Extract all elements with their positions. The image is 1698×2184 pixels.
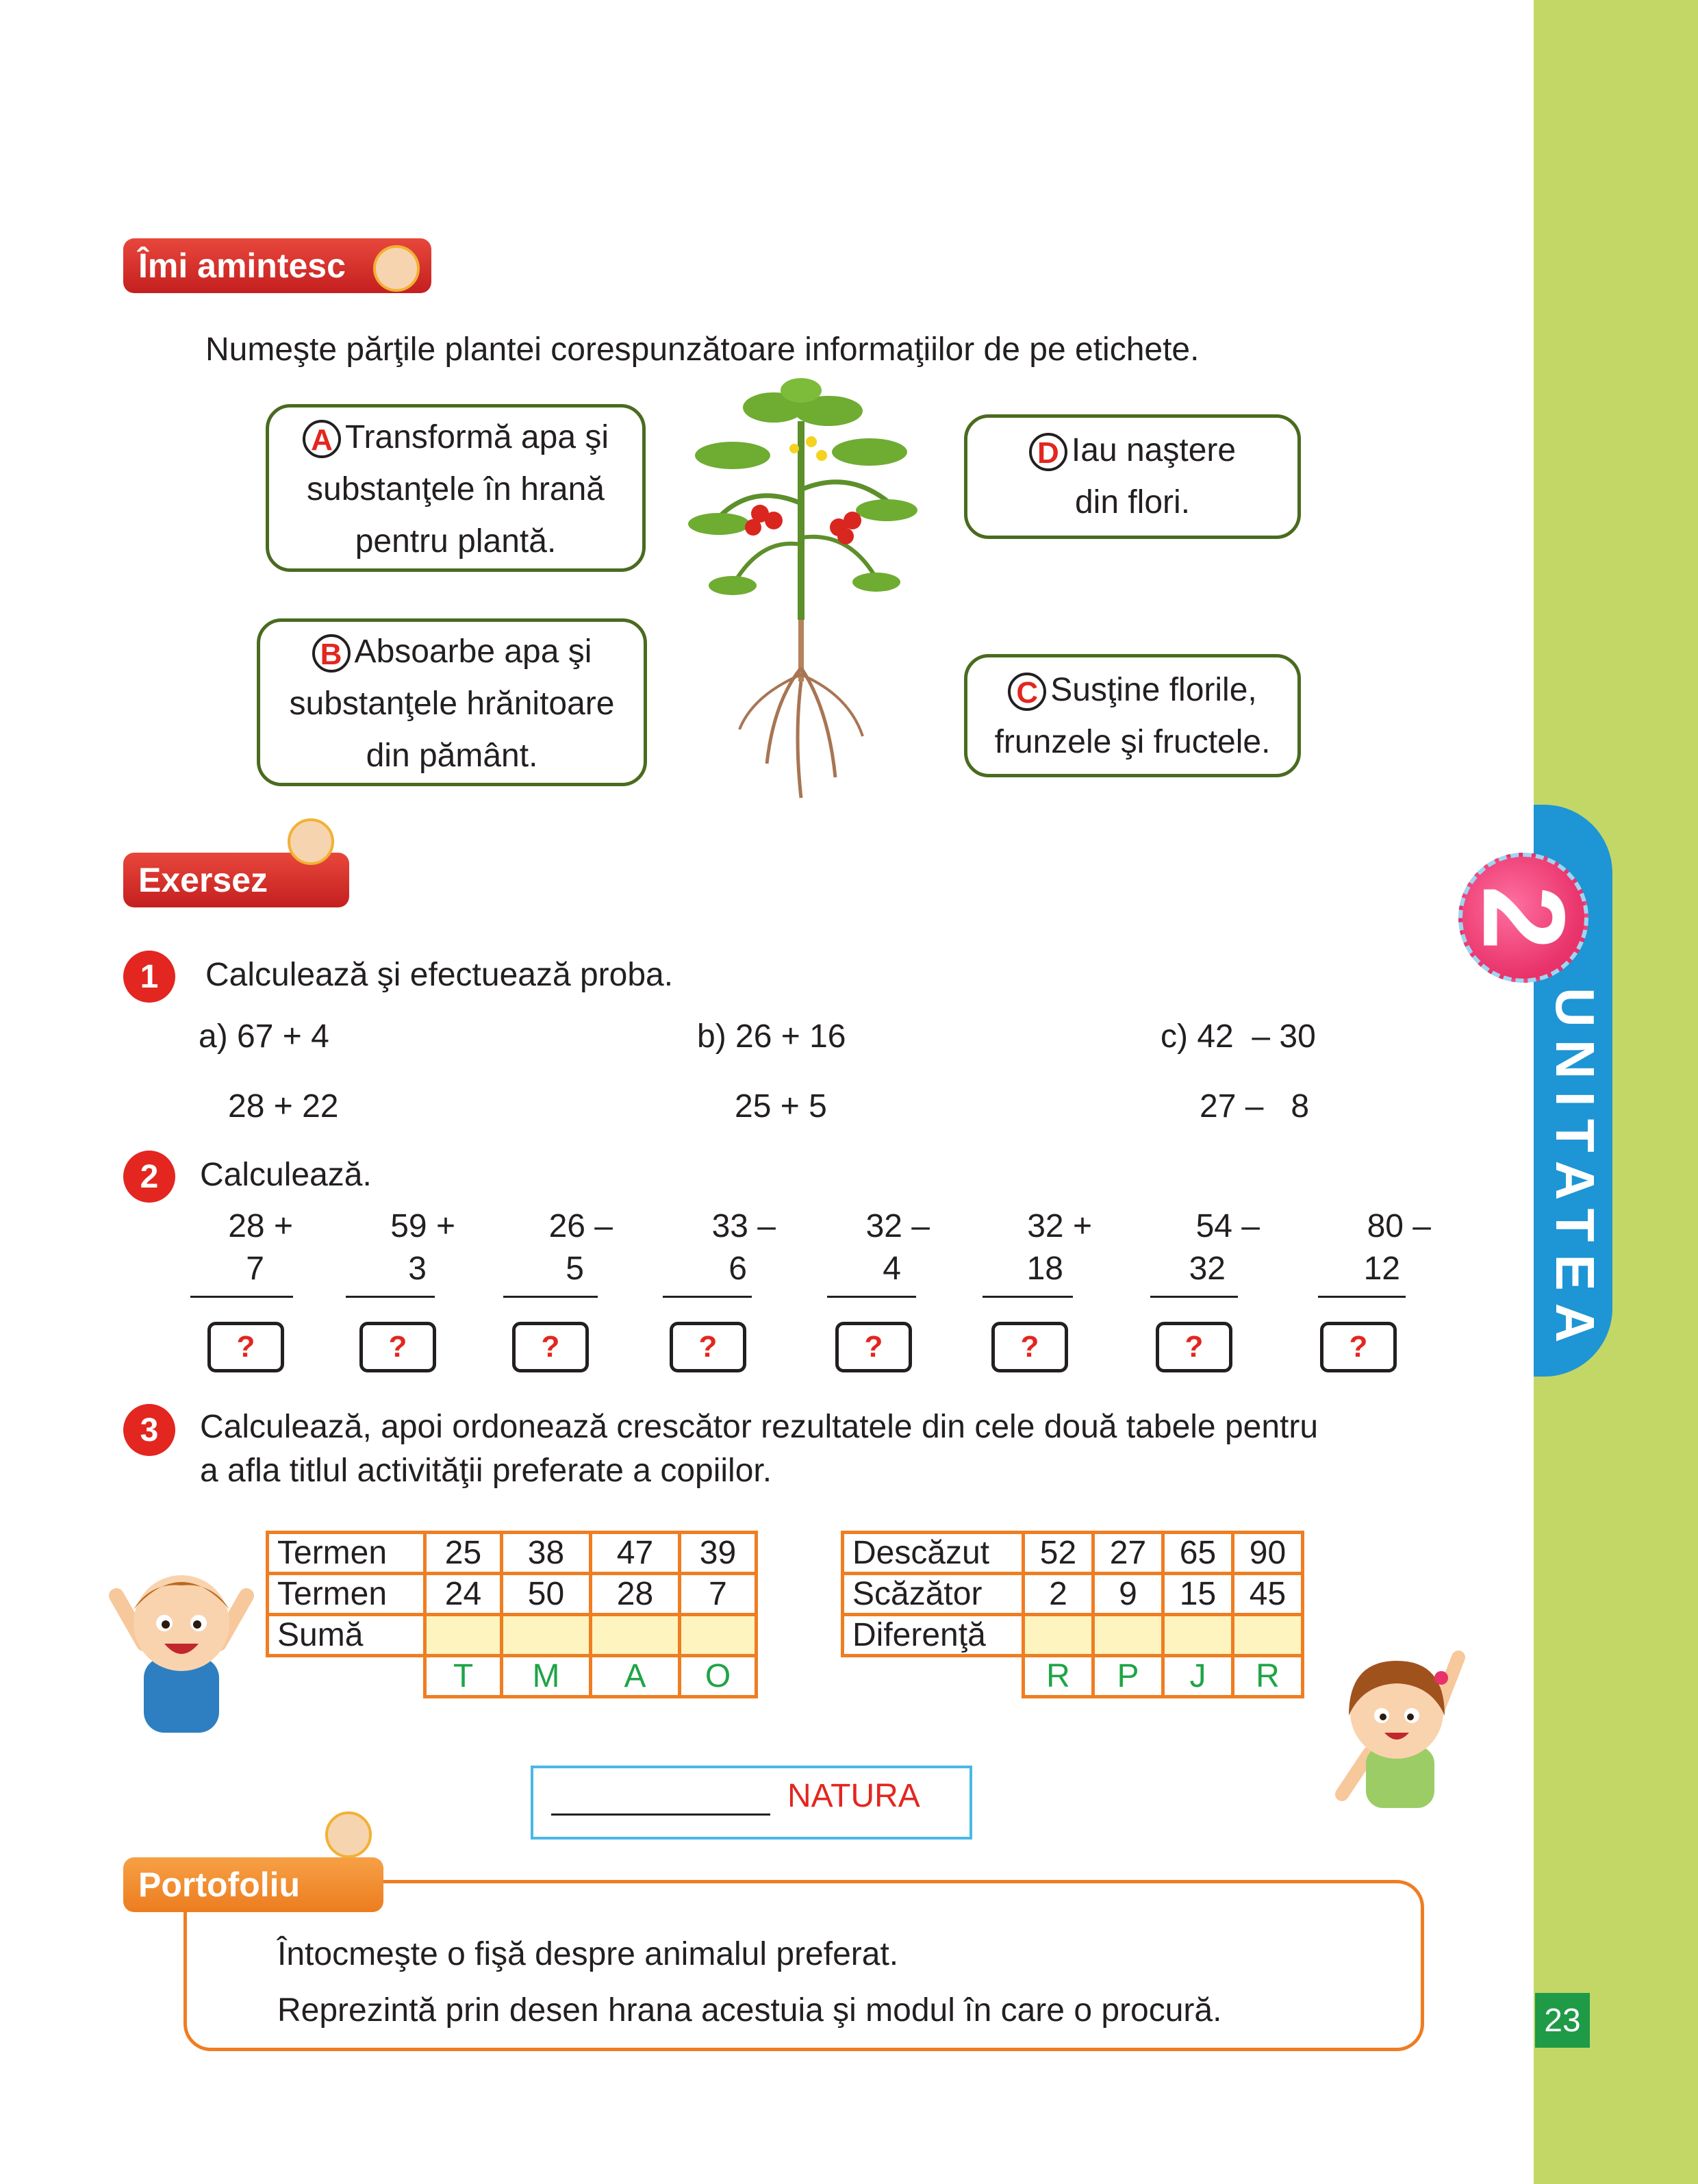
- table-row: [268, 1574, 757, 1615]
- exercise-2-number: 2: [123, 1151, 175, 1203]
- ex2-column-4: [663, 1205, 776, 1298]
- letter-cell: A: [591, 1656, 680, 1697]
- letter-cell: P: [1093, 1656, 1163, 1697]
- difference-table: [841, 1531, 1304, 1698]
- exercise-2-title: Calculează.: [200, 1157, 372, 1193]
- ex2-col-bottom: 32: [1189, 1251, 1226, 1287]
- table-cell: 24: [425, 1574, 502, 1615]
- row-label: Sumă: [268, 1615, 425, 1656]
- table-row: [843, 1656, 1303, 1697]
- row-label: Diferenţă: [843, 1615, 1024, 1656]
- ex2-col-bottom: 3: [408, 1251, 427, 1287]
- table-cell: 7: [680, 1574, 757, 1615]
- difference-input-cell[interactable]: [1093, 1615, 1163, 1656]
- ex2-col-line: [983, 1296, 1073, 1298]
- ex2-col-line: [190, 1296, 293, 1298]
- ex1-item-b2: 25 + 5: [735, 1088, 827, 1125]
- table-row: [843, 1533, 1303, 1574]
- ex1-item-c2: 27 – 8: [1200, 1088, 1310, 1125]
- ex2-answer-box[interactable]: ?: [670, 1322, 746, 1372]
- label-a-line1: A Transformă apa şi: [269, 412, 642, 464]
- ex2-col-top: 32 +: [1027, 1208, 1092, 1244]
- table-cell: 9: [1093, 1574, 1163, 1615]
- kid-reading-icon: [325, 1811, 372, 1858]
- difference-input-cell[interactable]: [1163, 1615, 1233, 1656]
- table-cell: 28: [591, 1574, 680, 1615]
- ex2-col-top: 28 +: [228, 1208, 293, 1244]
- ex1-item-c1: c) 42 – 30: [1161, 1018, 1316, 1055]
- letter-cell: M: [502, 1656, 591, 1697]
- ex2-col-top: 59 +: [390, 1208, 455, 1244]
- unit-number-badge: [1458, 853, 1588, 983]
- ex2-column-2: [346, 1205, 455, 1298]
- label-b-line3: din pământ.: [366, 738, 538, 774]
- portfolio-badge: [123, 1857, 383, 1912]
- table-cell: 50: [502, 1574, 591, 1615]
- table-cell: 27: [1093, 1533, 1163, 1574]
- portfolio-line1: Întocmeşte o fişă despre animalul preferat.: [277, 1936, 899, 1972]
- exercise-3-number: 3: [123, 1404, 175, 1456]
- label-box-c: [964, 654, 1301, 777]
- label-c-line1: C Susţine florile,: [967, 664, 1297, 716]
- ex2-col-bottom: 4: [883, 1251, 901, 1287]
- tomato-plant-illustration: [692, 380, 911, 805]
- row-label: Scăzător: [843, 1574, 1024, 1615]
- portfolio-line2: Reprezintă prin desen hrana acestuia şi modul în care o procură.: [277, 1992, 1222, 2029]
- letter-cell: R: [1233, 1656, 1303, 1697]
- table-row: [843, 1574, 1303, 1615]
- ex2-col-line: [663, 1296, 752, 1298]
- letter-b-icon: B: [312, 634, 351, 673]
- exercise-3-title-line2: a afla titlul activităţii preferate a copiilor.: [200, 1453, 772, 1489]
- ex2-answer-box[interactable]: ?: [512, 1322, 589, 1372]
- boy-illustration: [103, 1555, 260, 1733]
- ex2-answer-box[interactable]: ?: [359, 1322, 436, 1372]
- table-cell: 45: [1233, 1574, 1303, 1615]
- answer-blank-line[interactable]: [551, 1813, 770, 1816]
- remember-instruction: Numeşte părţile plantei corespunzătoare informaţiilor de pe etichete.: [205, 331, 1200, 368]
- letter-cell: J: [1163, 1656, 1233, 1697]
- ex2-column-3: [503, 1205, 613, 1298]
- table-cell: 65: [1163, 1533, 1233, 1574]
- letter-c-icon: C: [1008, 673, 1046, 711]
- ex2-col-top: 54 –: [1195, 1208, 1260, 1244]
- label-b-line2: substanţele hrănitoare: [289, 686, 615, 722]
- letter-cell: R: [1024, 1656, 1093, 1697]
- ex2-column-7: [1150, 1205, 1260, 1298]
- ex2-col-bottom: 6: [728, 1251, 747, 1287]
- table-cell: 38: [502, 1533, 591, 1574]
- exercise-1-number: 1: [123, 951, 175, 1003]
- table-cell: 47: [591, 1533, 680, 1574]
- unit-label: UNITATEA: [1545, 987, 1606, 1355]
- ex1-item-b1: b) 26 + 16: [697, 1018, 846, 1055]
- sum-input-cell[interactable]: [591, 1615, 680, 1656]
- letter-cell: T: [425, 1656, 502, 1697]
- ex2-col-line: [346, 1296, 435, 1298]
- table-row: [268, 1533, 757, 1574]
- ex2-col-bottom: 7: [246, 1251, 264, 1287]
- ex2-col-line: [1150, 1296, 1238, 1298]
- table-cell: 39: [680, 1533, 757, 1574]
- letter-cell: O: [680, 1656, 757, 1697]
- ex1-item-a2: 28 + 22: [228, 1088, 339, 1125]
- kid-icon: [373, 245, 420, 292]
- ex2-column-5: [827, 1205, 930, 1298]
- ex2-col-top: 32 –: [865, 1208, 930, 1244]
- ex1-item-a1: a) 67 + 4: [199, 1018, 329, 1055]
- portfolio-badge-label: Portofoliu: [138, 1866, 301, 1904]
- difference-input-cell[interactable]: [1233, 1615, 1303, 1656]
- label-b-line1: B Absoarbe apa şi: [260, 626, 644, 678]
- ex2-column-1: [190, 1205, 293, 1298]
- label-d-line1: D Iau naştere: [967, 425, 1297, 477]
- kid-writing-icon: [288, 818, 334, 865]
- ex2-col-bottom: 12: [1363, 1251, 1400, 1287]
- ex2-col-line: [503, 1296, 598, 1298]
- table-row: [843, 1615, 1303, 1656]
- unit-number: 2: [1458, 885, 1588, 951]
- ex2-column-8: [1318, 1205, 1431, 1298]
- table-cell: 25: [425, 1533, 502, 1574]
- label-box-b: [257, 618, 647, 786]
- table-cell: 15: [1163, 1574, 1233, 1615]
- table-row: [268, 1656, 757, 1697]
- ex2-col-line: [1318, 1296, 1406, 1298]
- difference-input-cell[interactable]: [1024, 1615, 1093, 1656]
- table-cell: 2: [1024, 1574, 1093, 1615]
- ex2-answer-box[interactable]: ?: [991, 1322, 1068, 1372]
- girl-illustration: [1321, 1637, 1479, 1808]
- table-cell: 52: [1024, 1533, 1093, 1574]
- table-cell: 90: [1233, 1533, 1303, 1574]
- ex2-col-top: 33 –: [711, 1208, 776, 1244]
- practice-badge-label: Exersez: [138, 861, 268, 899]
- label-box-a: [266, 404, 646, 572]
- row-label: Termen: [268, 1533, 425, 1574]
- ex2-col-top: 26 –: [548, 1208, 613, 1244]
- label-box-d: [964, 414, 1301, 539]
- row-label: Termen: [268, 1574, 425, 1615]
- ex2-answer-box[interactable]: ?: [835, 1322, 912, 1372]
- ex2-answer-box[interactable]: ?: [207, 1322, 284, 1372]
- ex2-answer-box[interactable]: ?: [1156, 1322, 1232, 1372]
- label-a-line2: substanţele în hrană: [307, 471, 605, 507]
- ex2-column-6: [983, 1205, 1092, 1298]
- ex2-col-top: 80 –: [1367, 1208, 1431, 1244]
- sum-input-cell[interactable]: [502, 1615, 591, 1656]
- letter-d-icon: D: [1029, 433, 1067, 471]
- exercise-3-title-line1: Calculează, apoi ordonează crescător rezultatele din cele două tabele pentru: [200, 1409, 1319, 1445]
- label-a-line3: pentru plantă.: [355, 523, 557, 560]
- answer-word: NATURA: [787, 1778, 920, 1814]
- exercise-1-title: Calculează şi efectuează proba.: [205, 957, 674, 993]
- label-c-line2: frunzele şi fructele.: [994, 724, 1271, 760]
- ex2-answer-box[interactable]: ?: [1320, 1322, 1397, 1372]
- sum-input-cell[interactable]: [680, 1615, 757, 1656]
- remember-badge-label: Îmi amintesc: [138, 247, 346, 285]
- ex2-col-line: [827, 1296, 916, 1298]
- row-label: Descăzut: [843, 1533, 1024, 1574]
- sum-input-cell[interactable]: [425, 1615, 502, 1656]
- sum-table: [266, 1531, 758, 1698]
- table-row: [268, 1615, 757, 1656]
- ex2-col-bottom: 18: [1026, 1251, 1063, 1287]
- ex2-col-bottom: 5: [566, 1251, 584, 1287]
- letter-a-icon: A: [303, 420, 341, 458]
- label-d-line2: din flori.: [1074, 484, 1191, 520]
- page-number: 23: [1535, 1993, 1590, 2048]
